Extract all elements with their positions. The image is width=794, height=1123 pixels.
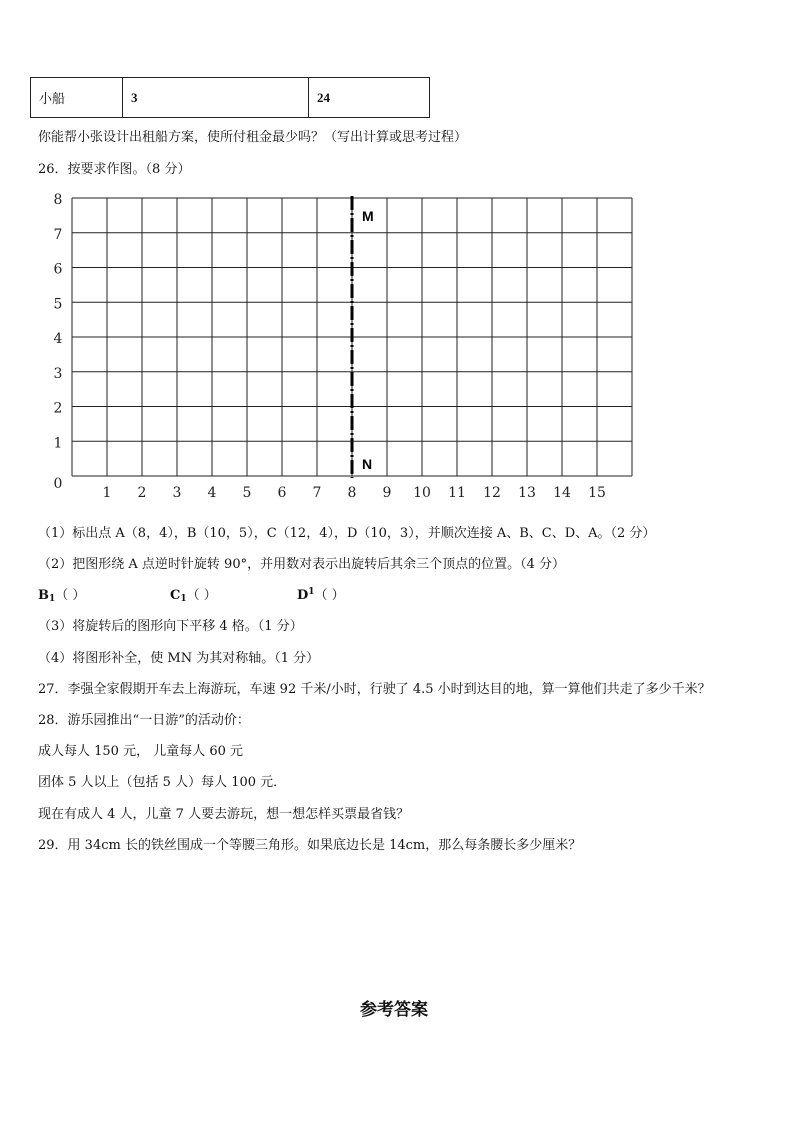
q28-line1: 成人每人 150 元， 儿童每人 60 元 [38, 744, 244, 759]
x-tick-label: 12 [483, 485, 501, 501]
b1-label: B [38, 588, 49, 603]
q26-title: 26．按要求作图。（8 分） [38, 162, 191, 177]
q29-text: 29．用 34cm 长的铁丝围成一个等腰三角形。如果底边长是 14cm，那么每条腰长多少厘米？ [38, 838, 582, 853]
q26-part1: （1）标出点 A（8，4），B（10，5），C（12，4），D（10，3），并顺次连接 A、B、C、D、A。（2 分） [38, 526, 656, 541]
b1-answer [38, 584, 85, 604]
table-cell-boat-type: 小船 [31, 78, 123, 118]
x-tick-label: 4 [207, 485, 217, 501]
q28-line3: 现在有成人 4 人，儿童 7 人要去游玩，想一想怎样买票最省钱？ [38, 807, 410, 822]
axis-label-m: M [362, 208, 374, 224]
d1-blank: （ ） [314, 588, 345, 603]
c1-label: C [170, 588, 181, 603]
x-tick-label: 9 [382, 485, 392, 501]
x-tick-label: 1 [102, 485, 112, 501]
x-tick-label: 11 [448, 485, 466, 501]
x-tick-label: 13 [518, 485, 536, 501]
x-tick-label: 2 [137, 485, 147, 501]
x-tick-label: 6 [277, 485, 287, 501]
q26-part2: （2）把图形绕 A 点逆时针旋转 90°，并用数对表示出旋转后其余三个顶点的位置。（4 分） [38, 557, 566, 572]
y-tick-label: 5 [53, 296, 63, 313]
x-tick-label: 8 [347, 485, 357, 501]
d1-label: D [297, 588, 309, 603]
q26-part3: （3）将旋转后的图形向下平移 4 格。（1 分） [38, 619, 303, 634]
x-tick-label: 14 [553, 485, 571, 501]
x-tick-label: 7 [312, 485, 322, 501]
d1-answer [297, 584, 345, 603]
origin-label: 0 [53, 476, 63, 492]
b1-subscript: 1 [49, 594, 56, 604]
x-tick-label: 5 [242, 485, 252, 501]
q27-text: 27．李强全家假期开车去上海游玩，车速 92 千米/小时，行驶了 4.5 小时到达目的地，算一算他们共走了多少千米？ [38, 682, 711, 697]
c1-subscript: 1 [180, 594, 187, 604]
c1-blank: （ ） [186, 588, 217, 603]
x-tick-label: 10 [413, 485, 431, 501]
y-tick-label: 1 [53, 435, 63, 452]
c1-answer [170, 584, 217, 604]
q28-title: 28．游乐园推出“一日游”的活动价： [38, 713, 250, 728]
y-tick-label: 4 [53, 331, 63, 347]
q26-part4: （4）将图形补全，使 MN 为其对称轴。（1 分） [38, 651, 320, 666]
b1-blank: （ ） [55, 588, 86, 603]
x-tick-label: 15 [588, 485, 606, 501]
y-tick-label: 8 [53, 192, 63, 208]
y-tick-label: 3 [53, 365, 63, 382]
coordinate-grid [0, 0, 794, 520]
y-tick-label: 2 [53, 400, 63, 417]
answer-heading: 参考答案 [360, 1000, 428, 1020]
axis-label-n: N [362, 456, 373, 472]
q25-prompt: 你能帮小张设计出租船方案，使所付租金最少吗？（写出计算或思考过程） [38, 130, 468, 145]
q28-line2: 团体 5 人以上（包括 5 人）每人 100 元． [38, 775, 287, 790]
table-cell-capacity: 3 [123, 78, 309, 118]
table-cell-price: 24 [309, 78, 430, 118]
d1-superscript: 1 [308, 587, 315, 597]
y-tick-label: 6 [53, 261, 63, 278]
x-tick-label: 3 [172, 485, 182, 501]
y-tick-label: 7 [53, 226, 63, 243]
